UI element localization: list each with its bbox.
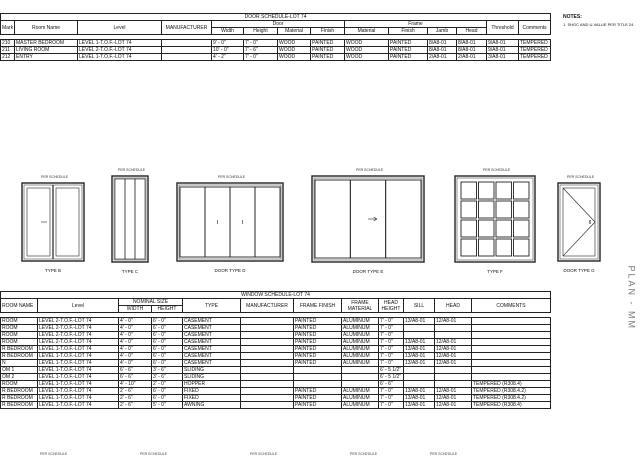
window-row-cell: 7' - 0" (379, 388, 404, 395)
window-row-cell: 12/A8-01 (435, 395, 472, 402)
elevation-drawing (312, 176, 424, 262)
notes-block (563, 14, 633, 28)
window-row (1, 402, 551, 409)
window-row-cell: TEMPERED (R308.4.2) (472, 395, 551, 402)
window-row-cell (404, 325, 435, 332)
window-row-cell (404, 367, 435, 374)
window-row-cell: ALUMINUM (342, 353, 379, 360)
door-row-cell: 212 (1, 54, 15, 61)
window-col-header: TYPE (183, 299, 241, 313)
window-row-cell (472, 325, 551, 332)
door-col-header: Mark (1, 21, 15, 35)
window-row-cell (472, 318, 551, 325)
window-row-cell (241, 346, 294, 353)
door-col-header: Threshold (487, 21, 519, 35)
door-row-cell: 9/A8-01 (487, 40, 519, 47)
window-row-cell: ALUMINUM (342, 395, 379, 402)
door-row-cell: 2/A8-01 (457, 54, 487, 61)
window-row (1, 353, 551, 360)
window-row-cell: TEMPERED (R308.4.2) (472, 388, 551, 395)
window-row (1, 346, 551, 353)
window-row-cell (472, 374, 551, 381)
door-row-cell: LEVEL 2-T.O.F.-LOT 74 (78, 47, 162, 54)
window-row-cell: 4' - 0" (119, 339, 152, 346)
door-row-cell: WOOD (345, 54, 389, 61)
door-row-cell: PAINTED (311, 54, 345, 61)
window-row-cell (472, 360, 551, 367)
window-row-cell (342, 367, 379, 374)
window-row-cell: 13/A8-01 (404, 402, 435, 409)
frame-group-header: Frame (345, 21, 487, 28)
footer-dim: PER SCHEDULE (250, 452, 278, 456)
window-row-cell: 4' - 0" (119, 325, 152, 332)
door-row-cell: LEVEL 1-T.O.F.-LOT 74 (78, 54, 162, 61)
window-row-cell (472, 346, 551, 353)
window-row-cell: R BEDROOM (1, 353, 38, 360)
door-row-cell: TEMPERED (519, 40, 551, 47)
window-col-header: SILL (404, 299, 435, 313)
window-row-cell: 12/A8-01 (435, 388, 472, 395)
window-row-cell: ALUMINUM (342, 332, 379, 339)
window-row-cell (241, 339, 294, 346)
elevation-4 (312, 176, 424, 267)
window-col-header: MANUFACTURER (241, 299, 294, 313)
window-row-cell: ROOM (1, 325, 38, 332)
window-row-cell: 6' - 6" (119, 374, 152, 381)
window-row-cell: OM 2 (1, 374, 38, 381)
window-row-cell: ROOM (1, 339, 38, 346)
window-col-header: FRAME MATERIAL (342, 299, 379, 313)
door-schedule-title: DOOR SCHEDULE-LOT 74 (1, 14, 551, 21)
window-row-cell (241, 360, 294, 367)
note-line: 1. SHGC AND U-VALUE PER TITLE 24 (563, 22, 634, 27)
window-row (1, 318, 551, 325)
window-col-header: HEAD (435, 299, 472, 313)
window-row-cell: 3' - 6" (152, 367, 183, 374)
window-row-cell: 7' - 0" (379, 332, 404, 339)
window-row-cell: 7' - 0" (379, 360, 404, 367)
window-row-cell (472, 353, 551, 360)
window-row-cell (404, 332, 435, 339)
window-row-cell: PAINTED (294, 353, 342, 360)
window-row-cell: 7' - 0" (379, 318, 404, 325)
window-row-cell: R BEDROOM (1, 402, 38, 409)
window-row-cell: 7' - 0" (379, 339, 404, 346)
window-row-cell: SLIDING (183, 374, 241, 381)
door-row-cell: PAINTED (389, 47, 428, 54)
door-row-cell: 8/A8-01 (428, 40, 457, 47)
window-row-cell: 4' - 0" (119, 360, 152, 367)
elevation-1 (22, 183, 84, 266)
door-row-cell: WOOD (345, 47, 389, 54)
window-row-cell (342, 374, 379, 381)
window-row-cell: LEVEL 1-T.O.F.-LOT 74 (38, 381, 119, 388)
dimension-label: PER SCHEDULE (483, 168, 511, 172)
window-row-cell: 7' - 0" (379, 395, 404, 402)
door-col-header: Level (78, 21, 162, 35)
window-col-header: ROOM NAME (1, 299, 38, 313)
door-row-cell: 4' - 2" (212, 54, 244, 61)
window-col-header: Level (38, 299, 119, 313)
window-row-cell (472, 339, 551, 346)
nominal-size-header: NOMINAL SIZE (119, 299, 183, 306)
window-row-cell: ALUMINUM (342, 325, 379, 332)
window-row-cell (342, 381, 379, 388)
window-col-header: FRAME FINISH (294, 299, 342, 313)
window-row-cell: 2' - 6" (119, 402, 152, 409)
window-row (1, 339, 551, 346)
window-row-cell: N (1, 360, 38, 367)
window-row (1, 360, 551, 367)
window-row-cell: PAINTED (294, 325, 342, 332)
door-row-cell: 8/A8-01 (428, 47, 457, 54)
window-row-cell: ALUMINUM (342, 318, 379, 325)
door-row-cell: 2/A8-01 (428, 54, 457, 61)
window-row-cell: LEVEL 1-T.O.F.-LOT 74 (38, 388, 119, 395)
door-row-cell: 211 (1, 47, 15, 54)
window-row-cell (472, 332, 551, 339)
window-row-cell: LEVEL 1-T.O.F.-LOT 74 (38, 346, 119, 353)
window-row-cell: PAINTED (294, 339, 342, 346)
window-row (1, 367, 551, 374)
window-row-cell: CASEMENT (183, 353, 241, 360)
window-row-cell: LEVEL 1-T.O.F.-LOT 74 (38, 367, 119, 374)
door-col-header: Material (278, 28, 311, 35)
window-row-cell: 13/A8-01 (404, 318, 435, 325)
window-row-cell: R BEDROOM (1, 395, 38, 402)
window-row-cell: PAINTED (294, 318, 342, 325)
door-row-cell (162, 40, 212, 47)
door-row-cell: 3/A8-01 (487, 54, 519, 61)
window-row-cell: 13/A8-01 (404, 346, 435, 353)
window-row-cell: LEVEL 2-T.O.F.-LOT 74 (38, 318, 119, 325)
window-row-cell: 6' - 0" (152, 388, 183, 395)
door-col-header: Material (345, 28, 389, 35)
door-row-cell (162, 54, 212, 61)
window-row-cell: 7' - 0" (379, 325, 404, 332)
window-row-cell (404, 374, 435, 381)
door-col-header: Finish (389, 28, 428, 35)
door-schedule-table (0, 13, 551, 61)
window-row-cell: CASEMENT (183, 360, 241, 367)
door-row-cell: 9/A8-01 (487, 47, 519, 54)
window-row-cell (241, 332, 294, 339)
door-row-cell: 9' - 0" (212, 40, 244, 47)
window-row-cell: 12/A8-01 (435, 346, 472, 353)
window-row-cell (404, 381, 435, 388)
window-row-cell: 12/A8-01 (435, 318, 472, 325)
window-row-cell (241, 367, 294, 374)
window-col-header: WIDTH (119, 306, 152, 313)
window-row-cell: 6' - 0" (152, 325, 183, 332)
window-row-cell: LEVEL 2-T.O.F.-LOT 74 (38, 339, 119, 346)
window-row (1, 325, 551, 332)
window-row-cell: 12/A8-01 (435, 402, 472, 409)
door-row (1, 54, 551, 61)
window-row-cell: R BEDROOM (1, 346, 38, 353)
window-row-cell: PAINTED (294, 402, 342, 409)
window-row-cell: SLIDING (183, 367, 241, 374)
door-row-cell: LIVING ROOM (15, 47, 78, 54)
door-row-cell: LEVEL 1-T.O.F.-LOT 74 (78, 40, 162, 47)
window-row-cell: LEVEL 1-T.O.F.-LOT 74 (38, 353, 119, 360)
elevation-label: TYPE F (487, 269, 503, 274)
door-col-header: Comments (519, 21, 551, 35)
window-row-cell (435, 325, 472, 332)
window-row-cell: 6' - 0" (152, 353, 183, 360)
window-row-cell: LEVEL 1-T.O.F.-LOT 74 (38, 374, 119, 381)
window-row (1, 381, 551, 388)
window-row-cell: 12/A8-01 (435, 339, 472, 346)
footer-dim: PER SCHEDULE (40, 452, 68, 456)
elevation-5 (455, 176, 535, 267)
window-row-cell: 2' - 6" (119, 395, 152, 402)
window-row-cell: 6' - 5 1/2" (379, 374, 404, 381)
window-row-cell (241, 402, 294, 409)
window-row-cell: FIXED (183, 395, 241, 402)
door-row-cell: WOOD (278, 40, 311, 47)
elevation-drawing (177, 183, 283, 261)
window-row-cell (241, 395, 294, 402)
dimension-label: PER SCHEDULE (356, 168, 384, 172)
window-row-cell (435, 367, 472, 374)
elevation-3 (177, 183, 283, 266)
door-col-header: Room Name (15, 21, 78, 35)
window-row-cell: TEMPERED (R308.4) (472, 402, 551, 409)
window-schedule-body (1, 318, 551, 409)
window-row-cell: 13/A8-01 (404, 339, 435, 346)
elevation-label: DOOR TYPE D (214, 268, 246, 273)
door-row-cell: 7' - 6" (244, 47, 278, 54)
elevation-6 (558, 183, 600, 266)
window-col-header: HEIGHT (152, 306, 183, 313)
door-row-cell: 7' - 0" (244, 54, 278, 61)
elevation-label: TYPE B (44, 268, 61, 273)
window-row-cell: 7' - 0" (379, 402, 404, 409)
window-row-cell: 2' - 0" (152, 381, 183, 388)
window-row-cell: ROOM (1, 381, 38, 388)
window-row-cell: PAINTED (294, 346, 342, 353)
window-col-header: COMMENTS (472, 299, 551, 313)
door-row-cell: 8/A8-01 (457, 47, 487, 54)
window-row-cell: 13/A8-01 (404, 388, 435, 395)
window-row-cell: 6' - 5 1/2" (379, 367, 404, 374)
window-row-cell: LEVEL 1-T.O.F.-LOT 74 (38, 360, 119, 367)
elevation-drawing (455, 176, 535, 262)
window-row-cell: CASEMENT (183, 325, 241, 332)
window-row-cell: 4' - 0" (119, 346, 152, 353)
elevation-label: DOOR TYPE G (563, 268, 595, 273)
door-row-cell: PAINTED (389, 40, 428, 47)
door-schedule-body (1, 40, 551, 61)
elevation-2 (112, 176, 148, 267)
door-row-cell (162, 47, 212, 54)
notes-title: NOTES: (563, 14, 582, 20)
window-row (1, 388, 551, 395)
window-schedule-title: WINDOW SCHEDULE-LOT 74 (1, 292, 551, 299)
window-row-cell (241, 381, 294, 388)
door-row-cell: WOOD (278, 54, 311, 61)
window-col-header: HEAD HEIGHT (379, 299, 404, 313)
window-row-cell: OM 1 (1, 367, 38, 374)
window-row-cell (294, 381, 342, 388)
window-row-cell: 12/A8-01 (435, 353, 472, 360)
footer-dim: PER SCHEDULE (430, 452, 458, 456)
door-row-cell: PAINTED (389, 54, 428, 61)
window-row-cell: 2' - 6" (119, 388, 152, 395)
window-row-cell: ALUMINUM (342, 360, 379, 367)
dimension-label: PER SCHEDULE (218, 175, 246, 179)
window-row-cell: HOPPER (183, 381, 241, 388)
door-row-cell: MASTER BEDROOM (15, 40, 78, 47)
window-row-cell: PAINTED (294, 360, 342, 367)
window-row-cell: TEMPERED (R308.4) (472, 381, 551, 388)
elevation-drawing (112, 176, 148, 262)
window-row-cell: 4' - 0" (119, 318, 152, 325)
elevation-drawing (558, 183, 600, 261)
dimension-label: PER SCHEDULE (41, 175, 69, 179)
window-row-cell (472, 367, 551, 374)
footer-dim: PER SCHEDULE (350, 452, 378, 456)
door-row-cell: WOOD (278, 47, 311, 54)
door-col-header: MANUFACTURER (162, 21, 212, 35)
door-col-header: Jamb (428, 28, 457, 35)
window-row-cell: ROOM (1, 318, 38, 325)
door-row-cell: 10' - 0" (212, 47, 244, 54)
window-row-cell (294, 367, 342, 374)
window-row-cell: ROOM (1, 332, 38, 339)
door-row (1, 47, 551, 54)
window-row-cell: CASEMENT (183, 318, 241, 325)
window-row-cell: 4' - 0" (119, 332, 152, 339)
window-row-cell (241, 374, 294, 381)
window-row-cell (241, 318, 294, 325)
door-col-header: Finish (311, 28, 345, 35)
window-row-cell (435, 381, 472, 388)
window-row-cell: 6' - 0" (152, 346, 183, 353)
window-row-cell: R BEDROOM (1, 388, 38, 395)
window-row-cell: PAINTED (294, 395, 342, 402)
window-row-cell: PAINTED (294, 388, 342, 395)
window-row-cell: CASEMENT (183, 332, 241, 339)
window-row-cell: 6' - 6" (379, 381, 404, 388)
elevation-label: DOOR TYPE E (352, 269, 384, 274)
window-row (1, 374, 551, 381)
door-row (1, 40, 551, 47)
window-row-cell (241, 325, 294, 332)
door-row-cell: PAINTED (311, 40, 345, 47)
window-row-cell: 6' - 0" (152, 395, 183, 402)
window-row-cell: CASEMENT (183, 346, 241, 353)
window-row-cell: PAINTED (294, 332, 342, 339)
window-row-cell: ALUMINUM (342, 388, 379, 395)
window-row-cell (241, 353, 294, 360)
window-row-cell: LEVEL 1-T.O.F.-LOT 74 (38, 395, 119, 402)
door-col-header: Head (457, 28, 487, 35)
sheet-side-text: PLAN - MM (627, 265, 637, 330)
window-row-cell (435, 374, 472, 381)
door-row-cell: ENTRY (15, 54, 78, 61)
elevation-label: TYPE C (121, 269, 139, 274)
door-row-cell: 7' - 0" (244, 40, 278, 47)
door-group-header: Door (212, 21, 345, 28)
window-row-cell: 6' - 0" (152, 332, 183, 339)
window-row (1, 332, 551, 339)
window-row-cell: LEVEL 2-T.O.F.-LOT 74 (38, 332, 119, 339)
window-row-cell: 6' - 0" (152, 360, 183, 367)
window-row-cell: 13/A8-01 (404, 353, 435, 360)
window-row-cell: ALUMINUM (342, 346, 379, 353)
door-row-cell: WOOD (345, 40, 389, 47)
window-row-cell: CASEMENT (183, 339, 241, 346)
door-row-cell: TEMPERED (519, 47, 551, 54)
window-row-cell (435, 332, 472, 339)
window-row-cell (241, 388, 294, 395)
footer-dim: PER SCHEDULE (140, 452, 168, 456)
window-row-cell: 13/A8-01 (404, 360, 435, 367)
elevation-drawing (22, 183, 84, 261)
window-row-cell: 7' - 0" (379, 346, 404, 353)
window-schedule-table (0, 291, 551, 409)
dimension-label: PER SCHEDULE (567, 175, 595, 179)
window-row-cell: LEVEL 1-T.O.F.-LOT 74 (38, 402, 119, 409)
window-row-cell: FIXED (183, 388, 241, 395)
window-row-cell: LEVEL 2-T.O.F.-LOT 74 (38, 325, 119, 332)
door-col-header: Width (212, 28, 244, 35)
window-row-cell: 12/A8-01 (435, 360, 472, 367)
window-row-cell: ALUMINUM (342, 402, 379, 409)
window-row-cell: ALUMINUM (342, 339, 379, 346)
window-row-cell (294, 374, 342, 381)
door-row-cell: 8/A8-01 (457, 40, 487, 47)
door-row-cell: 210 (1, 40, 15, 47)
window-row-cell: 4' - 10" (119, 381, 152, 388)
dimension-label: PER SCHEDULE (118, 168, 146, 172)
door-col-header: Height (244, 28, 278, 35)
window-row-cell: 7' - 0" (379, 353, 404, 360)
window-row-cell: 6' - 0" (152, 339, 183, 346)
window-row-cell: 6' - 0" (152, 318, 183, 325)
window-row-cell: 4' - 0" (119, 353, 152, 360)
door-row-cell: TEMPERED (519, 54, 551, 61)
window-row-cell: 5' - 0" (152, 402, 183, 409)
window-row-cell: 13/A8-01 (404, 395, 435, 402)
window-row (1, 395, 551, 402)
window-row-cell: 3' - 6" (152, 374, 183, 381)
window-row-cell: AWNING (183, 402, 241, 409)
door-row-cell: PAINTED (311, 47, 345, 54)
window-row-cell: 6' - 6" (119, 367, 152, 374)
